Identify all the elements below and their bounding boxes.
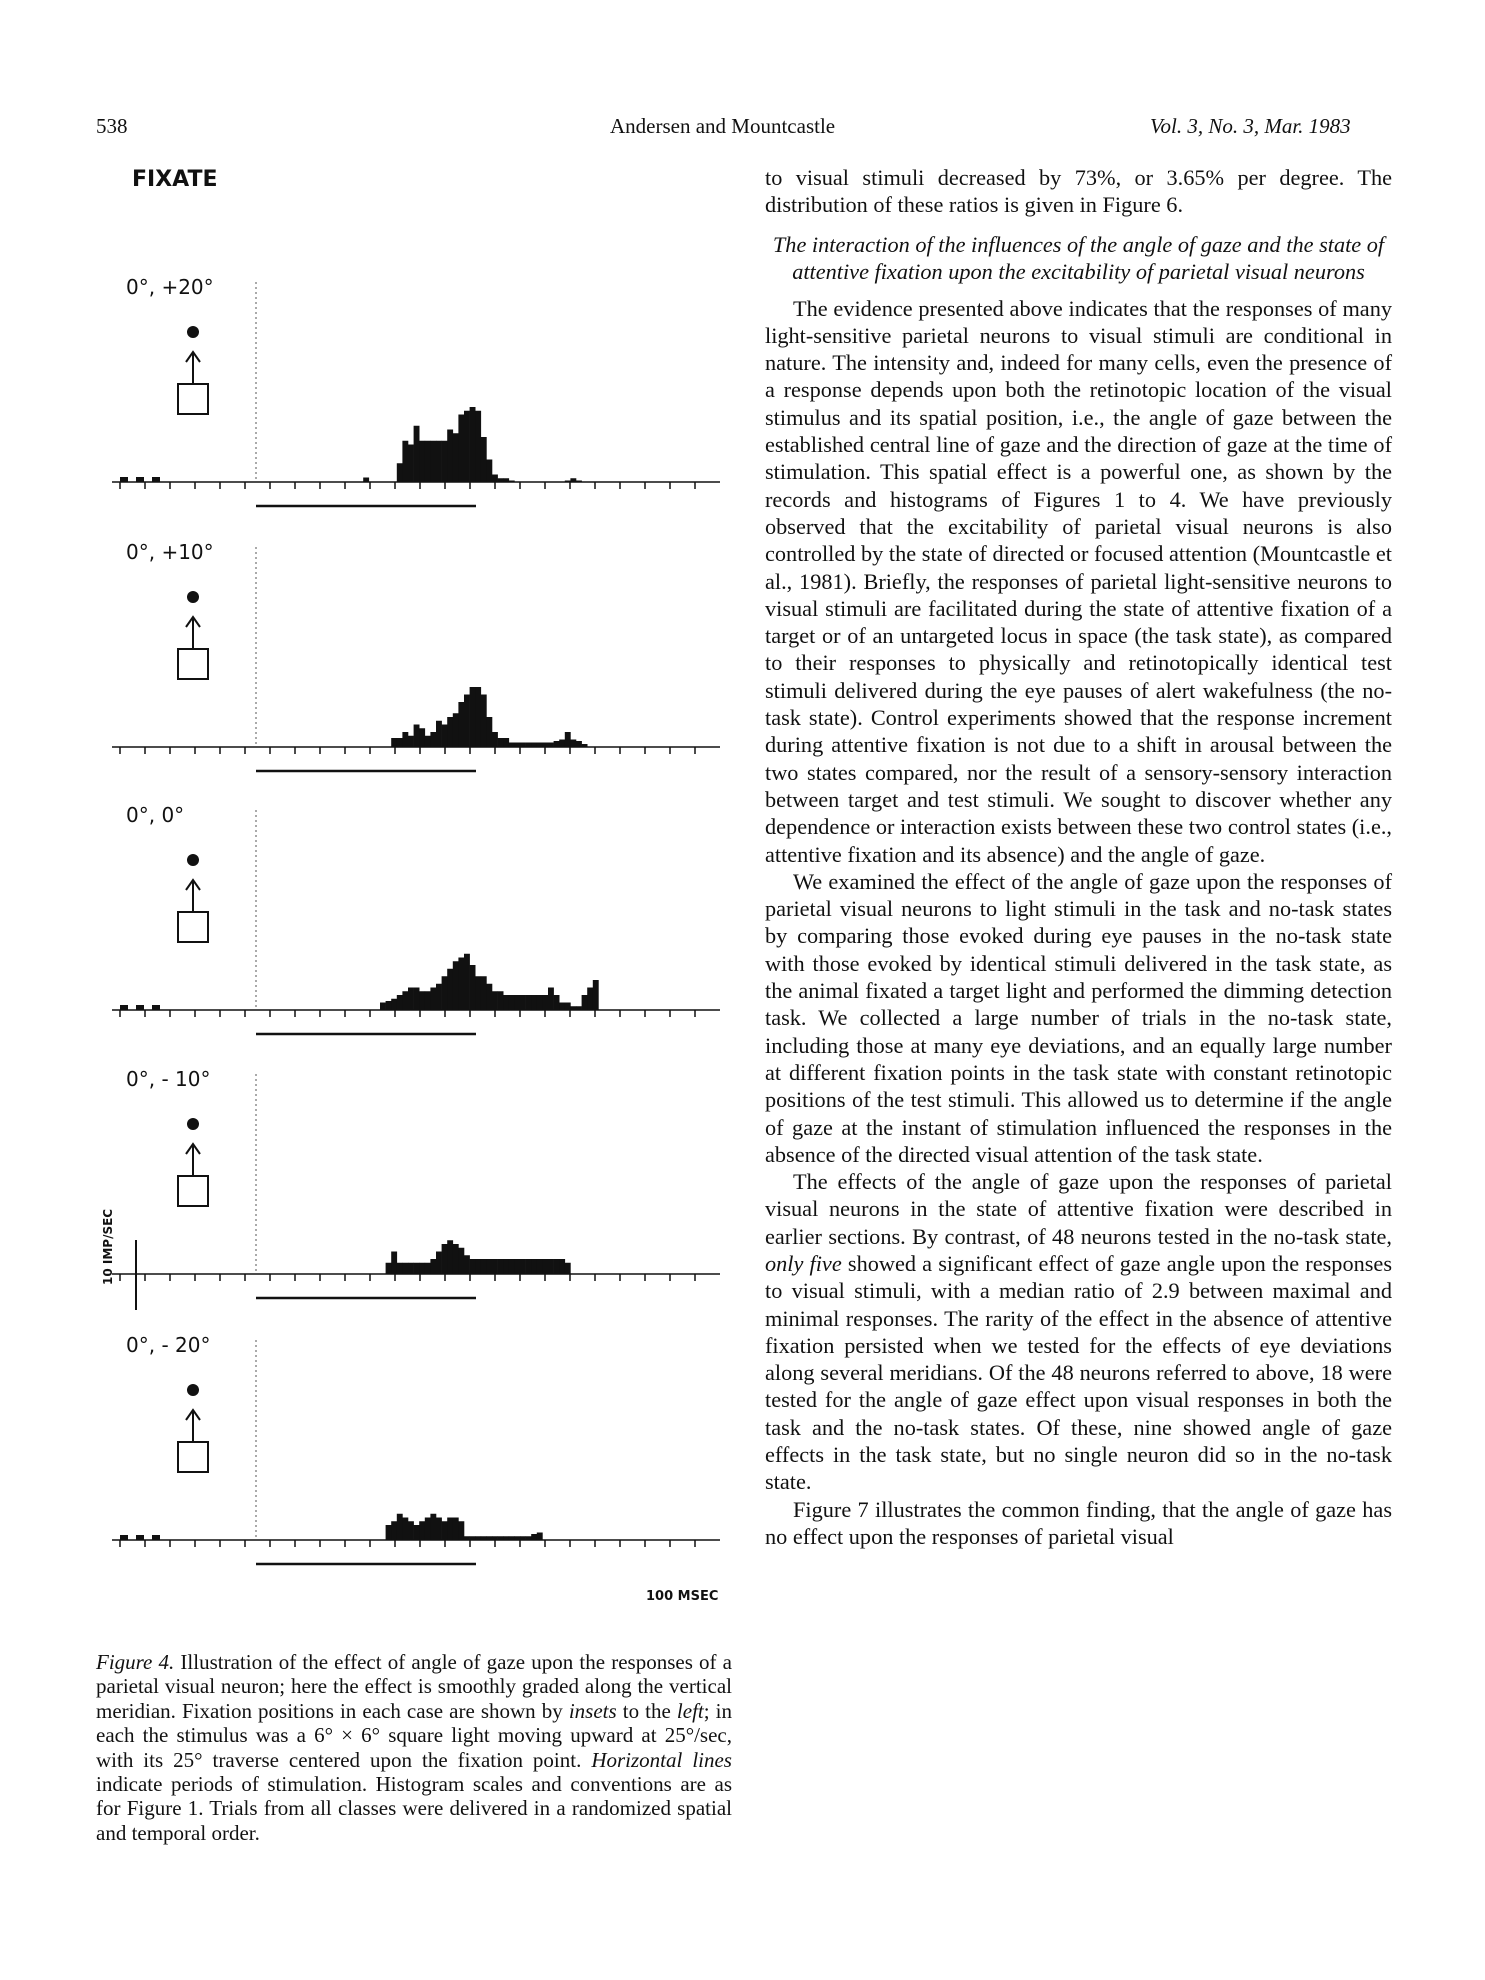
paragraph-continuation: to visual stimuli decreased by 73%, or 3.65% per degree. The distribution of these ratios is given in Figure 6. xyxy=(765,165,1392,218)
y-scale-label: 10 IMP/SEC xyxy=(101,1208,115,1285)
stimulus-square-icon xyxy=(178,384,208,414)
histogram-bar xyxy=(542,743,548,748)
panel-label: 0°, 0° xyxy=(126,803,185,827)
histogram-bar xyxy=(436,441,442,482)
histogram-bar xyxy=(587,988,593,1011)
histogram-bar xyxy=(475,976,481,1010)
histogram-bar xyxy=(136,477,144,482)
histogram-bar xyxy=(486,984,492,1010)
histogram-bar xyxy=(397,995,403,1010)
figure-4-histograms xyxy=(96,150,736,1650)
histogram-bar xyxy=(397,463,403,482)
histogram-bar xyxy=(425,1518,431,1541)
histogram-bar xyxy=(498,991,504,1010)
histogram-bar xyxy=(397,1514,403,1540)
panel-label: 0°, +20° xyxy=(126,275,214,299)
fixation-point-icon xyxy=(187,854,199,866)
histogram-bar xyxy=(526,1259,532,1274)
figure-caption xyxy=(96,1650,732,1845)
histogram-bar xyxy=(425,441,431,482)
histogram-bar xyxy=(554,995,560,1010)
histogram-bar xyxy=(565,732,571,747)
histogram-bar xyxy=(397,738,403,747)
histogram-bar xyxy=(419,1263,425,1274)
histogram-bar xyxy=(492,732,498,747)
histogram-bar xyxy=(425,991,431,1010)
histogram-bar xyxy=(363,478,369,483)
histogram-bar xyxy=(391,1252,397,1275)
histogram-bar xyxy=(559,740,565,748)
histogram-bar xyxy=(408,988,414,1011)
histogram-bar xyxy=(430,1514,436,1540)
histogram-bar xyxy=(559,1259,565,1274)
histogram-bar xyxy=(537,995,543,1010)
histogram-bar xyxy=(503,995,509,1010)
caption-text-1: Illustration of the effect of angle of gaze upon the responses of a parietal visual neuron; here the effect is smoothly graded along the vertical meridian. Fixation positions in each case are shown by xyxy=(96,1650,732,1723)
histogram-bar xyxy=(391,1521,397,1540)
histogram-bar xyxy=(436,984,442,1010)
histogram-bar xyxy=(402,1263,408,1274)
histogram-bar xyxy=(548,988,554,1011)
caption-text-2: to the xyxy=(616,1698,677,1723)
histogram-bar xyxy=(503,1259,509,1274)
histogram-bar xyxy=(570,478,576,482)
histogram-bar xyxy=(481,976,487,1010)
histogram-bar xyxy=(531,743,537,748)
histogram-bar xyxy=(475,1259,481,1274)
histogram-bar xyxy=(453,713,459,747)
histogram-bar xyxy=(582,995,588,1010)
histogram-bar xyxy=(481,437,487,482)
histogram-bar xyxy=(492,1259,498,1274)
histogram-bar xyxy=(425,736,431,747)
panel-label: 0°, - 20° xyxy=(126,1333,211,1357)
histogram-bar xyxy=(475,411,481,482)
histogram-bar xyxy=(442,1521,448,1540)
histogram-bar xyxy=(509,481,515,483)
histogram-bar xyxy=(425,1263,431,1274)
histogram-bar xyxy=(481,1259,487,1274)
histogram-bar xyxy=(514,995,520,1010)
fixation-point-icon xyxy=(187,1118,199,1130)
running-head-authors: Andersen and Mountcastle xyxy=(610,114,836,138)
histogram-bar xyxy=(470,407,476,482)
histogram-bar xyxy=(453,1518,459,1541)
histogram-bar xyxy=(386,1525,392,1540)
histogram-bar xyxy=(464,1536,470,1540)
histogram-bar xyxy=(570,740,576,748)
histogram-bar xyxy=(447,1518,453,1541)
histogram-bar xyxy=(419,991,425,1010)
histogram-bar xyxy=(453,1244,459,1274)
histogram-bar xyxy=(436,1252,442,1275)
histogram-bar xyxy=(414,1263,420,1274)
stimulus-square-icon xyxy=(178,649,208,679)
histogram-bar xyxy=(402,441,408,482)
histogram-bar xyxy=(492,991,498,1010)
histogram-bar xyxy=(430,1259,436,1274)
histogram-bar xyxy=(576,1006,582,1010)
paragraph-3-part-b: showed a significant effect of gaze angle upon the responses to visual stimuli, with a median ratio of 2.9 between maximal and minimal responses. The rarity of the effect in the absence of attentive fixation persisted when we tested for the effects of eye deviations along several meridians. Of the 48 neurons referred to above, 18 were tested for the angle of gaze effect upon visual responses in both the task and the no-task states. Of these, nine showed angle of gaze effects in the task state, but no single neuron did so in the no-task state. xyxy=(765,1250,1392,1495)
histogram-bar xyxy=(447,969,453,1010)
histogram-bar xyxy=(576,741,582,747)
histogram-bar xyxy=(120,1535,128,1540)
histogram-bar xyxy=(402,991,408,1010)
histogram-bar xyxy=(152,1005,160,1010)
histogram-bar xyxy=(526,1536,532,1540)
section-heading: The interaction of the influences of the angle of gaze and the state of attentive fixation upon the excitability of parietal visual neurons xyxy=(772,231,1385,284)
histogram-bar xyxy=(453,433,459,482)
right-text-column xyxy=(765,164,1392,1550)
histogram-panel xyxy=(112,1333,720,1564)
histogram-bar xyxy=(391,738,397,747)
paragraph-3-emphasis: only five xyxy=(765,1250,842,1276)
histogram-bar xyxy=(475,1536,481,1540)
histogram-bar xyxy=(386,1263,392,1274)
histogram-bar xyxy=(509,1536,515,1540)
histogram-bar xyxy=(537,1259,543,1274)
histogram-bar xyxy=(430,732,436,747)
histogram-panels xyxy=(112,275,720,1564)
histogram-bar xyxy=(498,1259,504,1274)
histogram-bar xyxy=(391,999,397,1010)
histogram-bar xyxy=(464,954,470,1010)
histogram-bar xyxy=(442,725,448,748)
histogram-bar xyxy=(414,725,420,748)
figure-title: FIXATE xyxy=(132,167,218,192)
histogram-bar xyxy=(554,1259,560,1274)
histogram-bar xyxy=(520,743,526,748)
histogram-bar xyxy=(402,732,408,747)
histogram-panel xyxy=(112,540,720,771)
histogram-bar xyxy=(408,1521,414,1540)
histogram-bar xyxy=(514,1536,520,1540)
histogram-bar xyxy=(498,1536,504,1540)
histogram-bar xyxy=(470,1536,476,1540)
histogram-bar xyxy=(402,1518,408,1541)
histogram-bar xyxy=(481,1536,487,1540)
paragraph-2: We examined the effect of the angle of gaze upon the responses of parietal visual neurons to light stimuli in the task and no-task states by comparing those evoked during eye pauses in the no-task state with those evoked by identical stimuli delivered in the task state, as the animal fixated a target light and performed the dimming detection task. We collected a large number of trials in the no-task state, including those at many eye deviations, and an equally large number at different fixation points in the task state with constant retinotopic positions of the test stimuli. This allowed us to determine if the angle of gaze at the instant of stimulation influenced the responses in the absence of the directed visual attention of the task state. xyxy=(765,868,1392,1167)
histogram-bar xyxy=(453,961,459,1010)
histogram-bar xyxy=(458,415,464,483)
histogram-bar xyxy=(430,988,436,1011)
paragraph-3-part-a: The effects of the angle of gaze upon the responses of parietal visual neurons in the state of attentive fixation were described in earlier sections. By contrast, of 48 neurons tested in the no-task state, xyxy=(765,1169,1392,1249)
histogram-bar xyxy=(386,1001,392,1010)
histogram-bar xyxy=(464,411,470,482)
histogram-bar xyxy=(414,988,420,1011)
histogram-bar xyxy=(152,477,160,482)
stimulus-square-icon xyxy=(178,1176,208,1206)
histogram-bar xyxy=(414,1525,420,1540)
histogram-bar xyxy=(419,1521,425,1540)
fixation-point-icon xyxy=(187,326,199,338)
histogram-bar xyxy=(397,1263,403,1274)
histogram-bar xyxy=(520,995,526,1010)
histogram-bar xyxy=(498,738,504,747)
histogram-bar xyxy=(442,441,448,482)
histogram-bar xyxy=(408,445,414,483)
histogram-bar xyxy=(582,744,588,747)
histogram-bar xyxy=(503,738,509,747)
histogram-bar xyxy=(458,958,464,1011)
histogram-bar xyxy=(526,995,532,1010)
histogram-bar xyxy=(520,1536,526,1540)
histogram-bar xyxy=(430,441,436,482)
histogram-bar xyxy=(537,743,543,748)
histogram-bar xyxy=(503,1536,509,1540)
histogram-bar xyxy=(408,1263,414,1274)
histogram-bar xyxy=(464,695,470,748)
histogram-bar xyxy=(570,1006,576,1010)
histogram-bar xyxy=(498,478,504,482)
histogram-bar xyxy=(565,1003,571,1011)
histogram-bar xyxy=(531,995,537,1010)
histogram-bar xyxy=(486,1536,492,1540)
histogram-bar xyxy=(509,1259,515,1274)
histogram-bar xyxy=(537,1533,543,1541)
histogram-bar xyxy=(486,460,492,483)
paragraph-3 xyxy=(765,1168,1392,1496)
histogram-bar xyxy=(559,1003,565,1011)
figure-4 xyxy=(96,150,736,1650)
histogram-bar xyxy=(531,1534,537,1540)
histogram-bar xyxy=(514,743,520,748)
time-scale-label: 100 MSEC xyxy=(646,1589,719,1604)
fixation-point-icon xyxy=(187,1384,199,1396)
caption-horizontal-lines: Horizontal lines xyxy=(591,1747,732,1772)
histogram-bar xyxy=(442,1244,448,1274)
histogram-bar xyxy=(526,743,532,748)
histogram-bar xyxy=(447,1240,453,1274)
histogram-bar xyxy=(531,1259,537,1274)
paragraph-1: The evidence presented above indicates that the responses of many light-sensitive parietal neurons to visual stimuli are conditional in nature. The intensity and, indeed for many cells, even the presence of a response depends upon both the retinotopic location of the visual stimulus and its spatial position, i.e., the angle of gaze between the established central line of gaze and the direction of gaze at the time of stimulation. This spatial effect is a powerful one, as shown by the records and histograms of Figures 1 to 4. We have previously observed that the excitability of parietal visual neurons is also controlled by the state of directed or focused attention (Mountcastle et al., 1981). Briefly, the responses of parietal light-sensitive neurons to visual stimuli are facilitated during the state of attentive fixation of a target or of an untargeted locus in space (the task state), as compared to their responses to physically and retinotopically identical test stimuli delivered during the eye pauses of alert wakefulness (the no-task state). Control experiments showed that the response increment during attentive fixation is not due to a shift in arousal between the two states compared, nor the result of a sensory-sensory interaction between target and test stimuli. We sought to discover whether any dependence or interaction exists between these two control states (i.e., attentive fixation and its absence) and the angle of gaze. xyxy=(765,295,1392,867)
histogram-bar xyxy=(554,741,560,747)
histogram-bar xyxy=(475,687,481,747)
histogram-bar xyxy=(509,743,515,748)
histogram-bar xyxy=(509,995,515,1010)
stimulus-square-icon xyxy=(178,1442,208,1472)
histogram-panel xyxy=(112,803,720,1034)
histogram-bar xyxy=(542,1259,548,1274)
histogram-bar xyxy=(408,736,414,747)
histogram-bar xyxy=(152,1535,160,1540)
histogram-bar xyxy=(414,426,420,482)
histogram-bar xyxy=(380,1003,386,1011)
histogram-bar xyxy=(520,1259,526,1274)
running-head-journal: Vol. 3, No. 3, Mar. 1983 xyxy=(1150,114,1351,138)
histogram-bar xyxy=(458,702,464,747)
caption-text-4: indicate periods of stimulation. Histogram scales and conventions are as for Figure 1. Trials from all classes were delivered in a randomized spatial and temporal order. xyxy=(96,1772,732,1845)
histogram-bar xyxy=(470,1259,476,1274)
histogram-bar xyxy=(481,695,487,748)
histogram-bar xyxy=(548,743,554,748)
histogram-bar xyxy=(470,965,476,1010)
histogram-bar xyxy=(136,1005,144,1010)
histogram-bar xyxy=(447,717,453,747)
histogram-bar xyxy=(470,687,476,747)
panel-label: 0°, +10° xyxy=(126,540,214,564)
histogram-bar xyxy=(136,1535,144,1540)
fixation-point-icon xyxy=(187,591,199,603)
histogram-bar xyxy=(503,478,509,482)
paragraph-4: Figure 7 illustrates the common finding, that the angle of gaze has no effect upon the responses of parietal visual xyxy=(765,1496,1392,1549)
histogram-bar xyxy=(514,1259,520,1274)
histogram-bar xyxy=(593,980,599,1010)
histogram-bar xyxy=(464,1255,470,1274)
histogram-bar xyxy=(458,1248,464,1274)
page-number: 538 xyxy=(96,114,128,138)
histogram-bar xyxy=(120,477,128,482)
histogram-bar xyxy=(548,1259,554,1274)
histogram-bar xyxy=(419,728,425,747)
stimulus-square-icon xyxy=(178,912,208,942)
histogram-bar xyxy=(419,441,425,482)
histogram-bar xyxy=(442,976,448,1010)
histogram-bar xyxy=(565,481,571,483)
histogram-panel xyxy=(112,275,720,506)
histogram-bar xyxy=(492,1536,498,1540)
histogram-bar xyxy=(458,1521,464,1540)
caption-left: left xyxy=(676,1698,704,1723)
caption-figure-label: Figure 4. xyxy=(96,1650,175,1674)
histogram-bar xyxy=(436,1518,442,1541)
histogram-bar xyxy=(120,1005,128,1010)
panel-label: 0°, - 10° xyxy=(126,1067,211,1091)
caption-insets: insets xyxy=(568,1698,617,1723)
histogram-panel xyxy=(112,1067,720,1298)
histogram-bar xyxy=(576,481,582,483)
histogram-bar xyxy=(565,1263,571,1274)
histogram-bar xyxy=(486,717,492,747)
histogram-bar xyxy=(447,430,453,483)
caption-text-3: ; in each the stimulus was a 6° × 6° square light moving upward at 25°/sec, with its 25° traverse centered upon the fixation point. xyxy=(96,1698,732,1772)
histogram-bar xyxy=(436,721,442,747)
histogram-bar xyxy=(492,475,498,483)
histogram-bar xyxy=(542,995,548,1010)
histogram-bar xyxy=(486,1259,492,1274)
